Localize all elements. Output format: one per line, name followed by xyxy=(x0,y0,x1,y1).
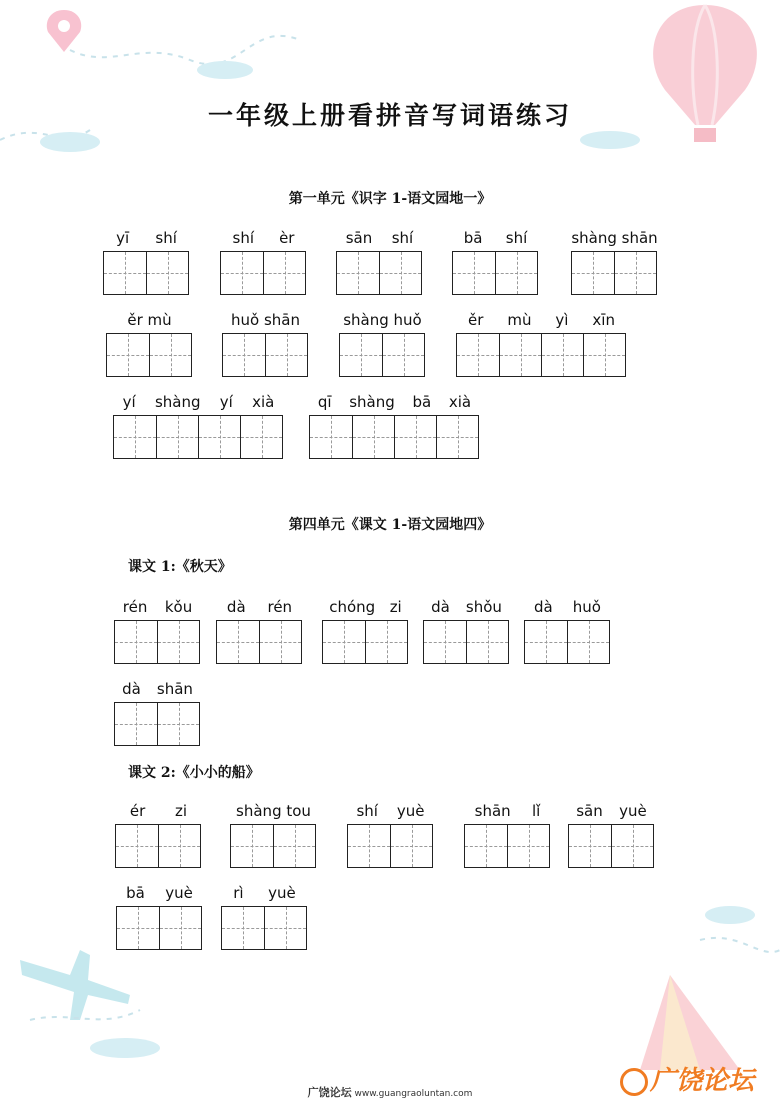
pinyin-syllable: shǒu xyxy=(465,598,502,616)
pinyin-syllable: bā xyxy=(412,393,432,411)
pinyin-label xyxy=(452,229,539,247)
pinyin-syllable: sān xyxy=(345,229,373,247)
pinyin-label xyxy=(216,598,303,616)
pinyin-syllable: ér xyxy=(129,802,146,820)
tianzige-cell[interactable] xyxy=(240,416,282,458)
word-item xyxy=(347,802,434,872)
tianzige-cell[interactable] xyxy=(583,334,625,376)
tianzige-cell[interactable] xyxy=(323,621,365,663)
page-title: 一年级上册看拼音写词语练习 xyxy=(207,101,572,130)
word-item xyxy=(113,393,284,463)
pinyin-label xyxy=(464,802,551,820)
tianzige-cell[interactable] xyxy=(115,621,157,663)
tianzige-cell[interactable] xyxy=(611,825,653,867)
tianzige-cell[interactable] xyxy=(567,621,609,663)
pinyin-label xyxy=(103,229,190,247)
tianzige-cell[interactable] xyxy=(223,334,265,376)
tianzige-box-group xyxy=(216,620,302,664)
tianzige-cell[interactable] xyxy=(525,621,567,663)
pinyin-syllable: rì xyxy=(233,884,244,902)
pinyin-syllable: yuè xyxy=(396,802,425,820)
pinyin-syllable: shàng huǒ xyxy=(343,311,422,329)
pinyin-syllable: shàng xyxy=(349,393,395,411)
pinyin-syllable: rén xyxy=(122,598,148,616)
tianzige-cell[interactable] xyxy=(352,416,394,458)
footer-url[interactable]: www.guangraoluntan.com xyxy=(354,1089,473,1099)
tianzige-cell[interactable] xyxy=(340,334,382,376)
tianzige-cell[interactable] xyxy=(104,252,146,294)
tianzige-cell[interactable] xyxy=(116,825,158,867)
tianzige-cell[interactable] xyxy=(465,825,507,867)
word-item xyxy=(456,311,627,381)
word-item xyxy=(568,802,655,872)
pinyin-syllable: bā xyxy=(463,229,483,247)
word-item xyxy=(115,802,202,872)
pinyin-syllable: shàng tou xyxy=(236,802,311,820)
tianzige-box-group xyxy=(115,824,201,868)
tianzige-box-group xyxy=(456,333,626,377)
tianzige-box-group xyxy=(106,333,192,377)
pinyin-label xyxy=(114,680,201,698)
tianzige-cell[interactable] xyxy=(394,416,436,458)
word-item xyxy=(114,598,201,668)
lesson1-title: 课文 1:《秋天》 xyxy=(128,559,232,575)
tianzige-box-group xyxy=(114,620,200,664)
tianzige-box-group xyxy=(464,824,550,868)
word-item xyxy=(103,229,190,299)
brand-logo-icon xyxy=(620,1068,648,1096)
tianzige-cell[interactable] xyxy=(453,252,495,294)
pinyin-label xyxy=(115,802,202,820)
word-item xyxy=(524,598,611,668)
tianzige-cell[interactable] xyxy=(379,252,421,294)
tianzige-cell[interactable] xyxy=(572,252,614,294)
tianzige-box-group xyxy=(339,333,425,377)
tianzige-cell[interactable] xyxy=(157,703,199,745)
pinyin-syllable: dà xyxy=(431,598,450,616)
word-item xyxy=(114,680,201,750)
tianzige-cell[interactable] xyxy=(158,825,200,867)
word-item xyxy=(423,598,510,668)
tianzige-box-group xyxy=(568,824,654,868)
pinyin-label xyxy=(347,802,434,820)
tianzige-box-group xyxy=(347,824,433,868)
pinyin-label xyxy=(571,229,658,247)
sailboat-icon xyxy=(640,975,740,1070)
pinyin-syllable: yì xyxy=(555,311,569,329)
brand-logo xyxy=(620,1060,754,1097)
pinyin-label xyxy=(114,598,201,616)
tianzige-box-group xyxy=(309,415,479,459)
pinyin-syllable: yuè xyxy=(268,884,296,902)
pinyin-syllable: bā xyxy=(126,884,145,902)
unit1-heading: 第一单元《识字 1-语文园地一》 xyxy=(288,191,492,207)
pinyin-syllable: xīn xyxy=(592,311,615,329)
tianzige-cell[interactable] xyxy=(159,907,201,949)
tianzige-cell[interactable] xyxy=(117,907,159,949)
tianzige-cell[interactable] xyxy=(156,416,198,458)
pinyin-syllable: shàng xyxy=(154,393,201,411)
cloud-icon xyxy=(197,61,253,79)
word-item xyxy=(464,802,551,872)
pinyin-syllable: yí xyxy=(219,393,233,411)
tianzige-cell[interactable] xyxy=(146,252,188,294)
pinyin-syllable: shān xyxy=(474,802,511,820)
pinyin-syllable: yī xyxy=(116,229,130,247)
pinyin-syllable: huǒ shān xyxy=(231,311,300,329)
tianzige-cell[interactable] xyxy=(382,334,424,376)
tianzige-cell[interactable] xyxy=(310,416,352,458)
word-item xyxy=(309,393,480,463)
word-item xyxy=(216,598,303,668)
pinyin-label xyxy=(423,598,510,616)
word-item xyxy=(222,311,309,381)
tianzige-cell[interactable] xyxy=(107,334,149,376)
unit4-heading: 第四单元《课文 1-语文园地四》 xyxy=(288,517,492,533)
tianzige-cell[interactable] xyxy=(424,621,466,663)
word-item xyxy=(221,884,308,954)
pinyin-syllable: yuè xyxy=(165,884,193,902)
pinyin-syllable: zi xyxy=(389,598,402,616)
tianzige-cell[interactable] xyxy=(499,334,541,376)
pinyin-syllable: shí xyxy=(391,229,414,247)
pinyin-syllable: shí xyxy=(505,229,528,247)
pinyin-syllable: shí xyxy=(356,802,378,820)
pinyin-label xyxy=(322,598,409,616)
pinyin-syllable: yuè xyxy=(619,802,647,820)
pinyin-label xyxy=(524,598,611,616)
pinyin-label xyxy=(568,802,655,820)
airplane-icon xyxy=(20,950,130,1020)
tianzige-box-group xyxy=(113,415,283,459)
pinyin-syllable: shí xyxy=(232,229,255,247)
tianzige-cell[interactable] xyxy=(614,252,656,294)
tianzige-box-group xyxy=(103,251,189,295)
tianzige-box-group xyxy=(571,251,657,295)
pinyin-syllable: shān xyxy=(156,680,193,698)
tianzige-cell[interactable] xyxy=(222,907,264,949)
tianzige-box-group xyxy=(114,702,200,746)
pinyin-syllable: huǒ xyxy=(572,598,601,616)
pinyin-label xyxy=(116,884,203,902)
pinyin-syllable: dà xyxy=(122,680,141,698)
pinyin-syllable: xià xyxy=(448,393,472,411)
tianzige-cell[interactable] xyxy=(149,334,191,376)
tianzige-cell[interactable] xyxy=(264,907,306,949)
word-item xyxy=(106,311,193,381)
pinyin-syllable: lǐ xyxy=(532,802,541,820)
tianzige-cell[interactable] xyxy=(231,825,273,867)
tianzige-box-group xyxy=(336,251,422,295)
pinyin-label xyxy=(336,229,423,247)
tianzige-box-group xyxy=(452,251,538,295)
pinyin-label xyxy=(113,393,284,411)
pinyin-syllable: xià xyxy=(252,393,275,411)
pinyin-syllable: èr xyxy=(279,229,295,247)
tianzige-cell[interactable] xyxy=(569,825,611,867)
tianzige-cell[interactable] xyxy=(390,825,432,867)
word-item xyxy=(322,598,409,668)
pinyin-syllable: shàng shān xyxy=(571,229,658,247)
tianzige-cell[interactable] xyxy=(541,334,583,376)
pinyin-syllable: dà xyxy=(534,598,553,616)
tianzige-box-group xyxy=(221,906,307,950)
tianzige-cell[interactable] xyxy=(348,825,390,867)
tianzige-cell[interactable] xyxy=(114,416,156,458)
pinyin-syllable: zi xyxy=(175,802,188,820)
pinyin-label xyxy=(456,311,627,329)
pinyin-label xyxy=(222,311,309,329)
pinyin-syllable: rén xyxy=(267,598,293,616)
tianzige-cell[interactable] xyxy=(263,252,305,294)
tianzige-box-group xyxy=(322,620,408,664)
pinyin-label xyxy=(220,229,307,247)
tianzige-box-group xyxy=(220,251,306,295)
pinyin-label xyxy=(230,802,317,820)
tianzige-cell[interactable] xyxy=(337,252,379,294)
word-item xyxy=(339,311,426,381)
pinyin-syllable: dà xyxy=(226,598,246,616)
pinyin-label xyxy=(309,393,480,411)
tianzige-cell[interactable] xyxy=(365,621,407,663)
tianzige-box-group xyxy=(222,333,308,377)
lesson2-title: 课文 2:《小小的船》 xyxy=(128,765,260,781)
word-item xyxy=(336,229,423,299)
tianzige-cell[interactable] xyxy=(198,416,240,458)
tianzige-cell[interactable] xyxy=(221,252,263,294)
pinyin-syllable: mù xyxy=(507,311,532,329)
tianzige-box-group xyxy=(116,906,202,950)
tianzige-box-group xyxy=(524,620,610,664)
pinyin-label xyxy=(106,311,193,329)
tianzige-cell[interactable] xyxy=(495,252,537,294)
word-item xyxy=(116,884,203,954)
pinyin-syllable: kǒu xyxy=(164,598,193,616)
pinyin-syllable: ěr xyxy=(467,311,484,329)
tianzige-cell[interactable] xyxy=(436,416,478,458)
tianzige-cell[interactable] xyxy=(466,621,508,663)
pinyin-syllable: ěr mù xyxy=(127,311,172,329)
word-item xyxy=(571,229,658,299)
tianzige-cell[interactable] xyxy=(265,334,307,376)
word-item xyxy=(230,802,317,872)
tianzige-cell[interactable] xyxy=(273,825,315,867)
pinyin-syllable: sān xyxy=(576,802,603,820)
pinyin-label xyxy=(221,884,308,902)
word-item xyxy=(452,229,539,299)
footer-site-name: 广饶论坛 xyxy=(307,1086,352,1099)
tianzige-cell[interactable] xyxy=(259,621,301,663)
tianzige-cell[interactable] xyxy=(507,825,549,867)
tianzige-cell[interactable] xyxy=(157,621,199,663)
pinyin-label xyxy=(339,311,426,329)
tianzige-cell[interactable] xyxy=(217,621,259,663)
word-item xyxy=(220,229,307,299)
brand-logo-text: 广饶论坛 xyxy=(650,1066,755,1096)
pinyin-syllable: chóng xyxy=(329,598,376,616)
pinyin-syllable: shí xyxy=(155,229,177,247)
pinyin-syllable: yí xyxy=(122,393,136,411)
tianzige-cell[interactable] xyxy=(115,703,157,745)
pinyin-syllable: qī xyxy=(317,393,332,411)
tianzige-box-group xyxy=(230,824,316,868)
tianzige-cell[interactable] xyxy=(457,334,499,376)
tianzige-box-group xyxy=(423,620,509,664)
